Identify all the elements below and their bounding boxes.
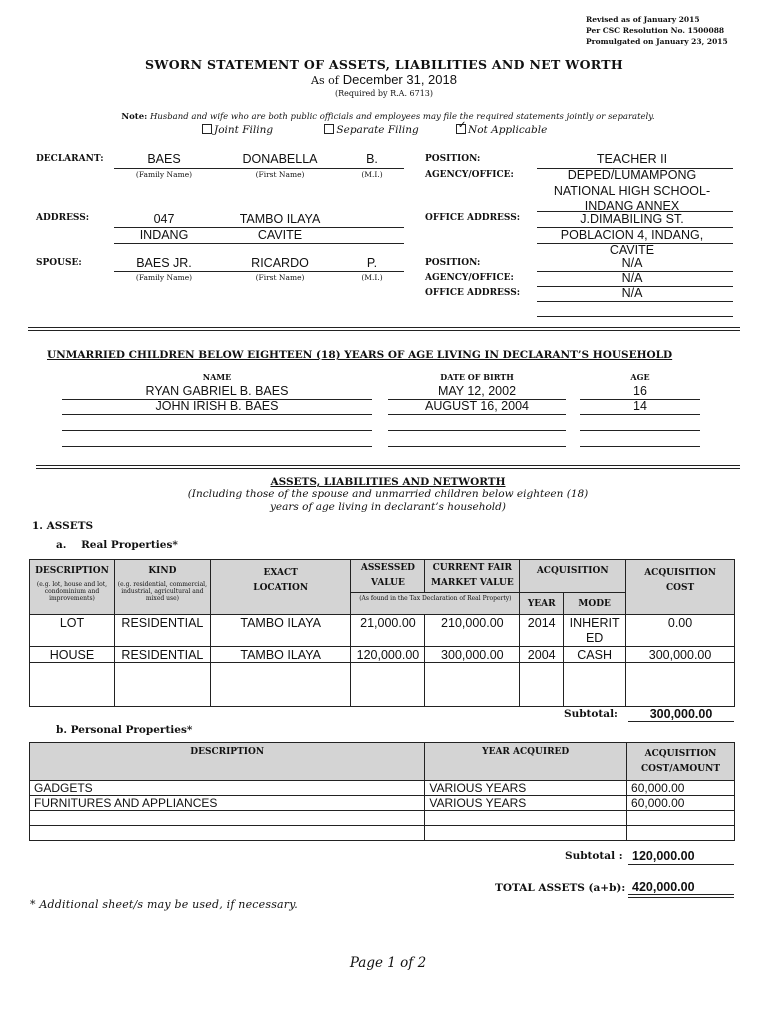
- office-address-label: OFFICE ADDRESS:: [425, 213, 521, 223]
- cell-assessed: 21,000.00: [351, 615, 425, 647]
- header-cost: [626, 560, 735, 615]
- as-of-line: [0, 72, 768, 87]
- spouse-mi-caption: (M.I.): [361, 273, 383, 282]
- spouse-first-caption: (First Name): [255, 273, 305, 282]
- family-name-caption: (Family Name): [135, 170, 193, 179]
- total-assets-label: TOTAL ASSETS (a+b):: [495, 882, 626, 894]
- promulgated-text: Promulgated on January 23, 2015: [586, 37, 728, 46]
- cell-description: HOUSE: [30, 647, 115, 663]
- child-age: 14: [633, 399, 647, 413]
- spouse-first-name: RICARDO: [251, 256, 309, 270]
- real-properties-heading: a. Real Properties*: [56, 539, 178, 551]
- spouse-agency: N/A: [621, 271, 643, 285]
- office-address-line-3: CAVITE: [609, 243, 655, 257]
- real-subtotal-label: Subtotal:: [564, 708, 618, 720]
- cell-cost: 300,000.00: [626, 647, 735, 663]
- declarant-label: DECLARANT:: [36, 154, 104, 164]
- header-kind-sub: (e.g. residential, commercial, industrial, agricultural and mixed use): [117, 581, 208, 602]
- header-description-text: DESCRIPTION: [35, 566, 109, 576]
- agency-label: AGENCY/OFFICE:: [425, 170, 514, 180]
- header-location-1: EXACT: [263, 568, 298, 578]
- address-town: INDANG: [139, 228, 189, 242]
- header-fair-1: CURRENT FAIR: [432, 563, 513, 573]
- personal-subtotal-value: 120,000.00: [632, 849, 695, 863]
- separate-filing-option[interactable]: [324, 124, 418, 136]
- cell-description: FURNITURES AND APPLIANCES: [30, 796, 425, 811]
- cell-kind: RESIDENTIAL: [114, 615, 210, 647]
- joint-filing-label: Joint Filing: [214, 124, 274, 136]
- header-found-text: (As found in the Tax Declaration of Real Property): [359, 595, 512, 602]
- checkbox-icon[interactable]: [324, 124, 334, 134]
- resolution-text: Per CSC Resolution No. 1500088: [586, 26, 725, 35]
- header-kind: [114, 560, 210, 615]
- cell-kind: RESIDENTIAL: [114, 647, 210, 663]
- header-acquisition: ACQUISITION: [520, 560, 626, 593]
- declarant-position: TEACHER II: [596, 152, 668, 166]
- note-line: [0, 112, 768, 122]
- assets-title: ASSETS, LIABILITIES AND NETWORTH: [270, 476, 506, 488]
- cell-location: TAMBO ILAYA: [210, 647, 351, 663]
- personal-properties-heading: b. Personal Properties*: [56, 724, 193, 736]
- children-col-name: NAME: [202, 372, 232, 382]
- header-description: [30, 560, 115, 615]
- cell-fair: 300,000.00: [425, 647, 520, 663]
- header-cost-2: COST/AMOUNT: [641, 764, 721, 774]
- real-subtotal-value: 300,000.00: [649, 707, 713, 721]
- mi-caption: (M.I.): [361, 170, 383, 179]
- personal-properties-table: [29, 742, 735, 841]
- spouse-position: N/A: [621, 256, 643, 270]
- children-col-age: AGE: [630, 372, 650, 382]
- cell-description: GADGETS: [30, 781, 425, 796]
- declarant-office-address: [537, 212, 727, 259]
- children-title: UNMARRIED CHILDREN BELOW EIGHTEEN (18) YEARS OF AGE LIVING IN DECLARANT’S HOUSEHOLD: [47, 349, 673, 361]
- child-age: 16: [633, 384, 647, 398]
- real-properties-table: [29, 559, 735, 707]
- first-name-caption: (First Name): [255, 170, 305, 179]
- cell-year: VARIOUS YEARS: [425, 796, 627, 811]
- assets-subtitle-1: (Including those of the spouse and unmarried children below eighteen (18): [187, 488, 589, 500]
- position-label: POSITION:: [425, 154, 481, 164]
- children-col-dob: DATE OF BIRTH: [440, 372, 514, 382]
- total-underline: [628, 894, 734, 898]
- cell-mode: INHERIT ED: [564, 615, 626, 647]
- header-assessed-1: ASSESSED: [360, 563, 415, 573]
- cell-location: TAMBO ILAYA: [210, 615, 351, 647]
- table-row: [30, 647, 735, 663]
- footnote: * Additional sheet/s may be used, if necessary.: [30, 898, 298, 911]
- table-row: [30, 615, 735, 647]
- address-street: TAMBO ILAYA: [239, 212, 321, 226]
- header-assessed-2: VALUE: [371, 578, 405, 588]
- child-dob: MAY 12, 2002: [437, 384, 517, 398]
- table-row: [30, 796, 735, 811]
- required-by: (Required by R.A. 6713): [334, 89, 434, 98]
- declarant-mi: B.: [366, 152, 378, 166]
- as-of-date: December 31, 2018: [342, 72, 457, 87]
- as-of-prefix: As of: [311, 74, 339, 87]
- address-number: 047: [153, 212, 175, 226]
- child-name: RYAN GABRIEL B. BAES: [145, 384, 289, 398]
- cell-year: VARIOUS YEARS: [425, 781, 627, 796]
- agency-line-2: NATIONAL HIGH SCHOOL-: [553, 183, 711, 198]
- header-assessed: [351, 560, 425, 593]
- assets-heading: 1. ASSETS: [32, 520, 94, 532]
- address-label: ADDRESS:: [36, 213, 90, 223]
- office-address-line-1: J.DIMABILING ST.: [580, 212, 684, 226]
- note-text: Husband and wife who are both public officials and employees may file the required statements jointly or separately.: [149, 112, 655, 122]
- spouse-mi: P.: [366, 256, 378, 270]
- spouse-office-address: N/A: [621, 286, 643, 300]
- not-applicable-option[interactable]: [456, 120, 548, 136]
- section-divider: [28, 327, 740, 331]
- table-row-empty: [30, 826, 735, 841]
- header-location-2: LOCATION: [253, 583, 309, 593]
- spouse-office-address-label: OFFICE ADDRESS:: [425, 288, 521, 298]
- header-kind-text: KIND: [148, 566, 177, 576]
- table-row-empty: [30, 811, 735, 826]
- document-title: SWORN STATEMENT OF ASSETS, LIABILITIES AND NET WORTH: [145, 57, 623, 72]
- assets-subtitle-2: years of age living in declarant’s household): [270, 501, 506, 513]
- filing-options: [202, 120, 548, 136]
- header-found: [351, 593, 520, 615]
- declarant-first-name: DONABELLA: [242, 152, 318, 166]
- note-label: Note:: [121, 112, 148, 122]
- spouse-family-name: BAES JR.: [136, 256, 192, 270]
- checkbox-icon[interactable]: [202, 124, 212, 134]
- total-assets-value: 420,000.00: [632, 880, 695, 894]
- page-number: Page 1 of 2: [349, 955, 427, 971]
- cell-mode: CASH: [564, 647, 626, 663]
- separate-filing-label: Separate Filing: [336, 124, 419, 136]
- not-applicable-label: Not Applicable: [468, 124, 548, 136]
- header-year-acquired: YEAR ACQUIRED: [425, 743, 627, 781]
- table-row: [30, 781, 735, 796]
- spouse-family-caption: (Family Name): [135, 273, 193, 282]
- header-cost: [627, 743, 735, 781]
- header-description: DESCRIPTION: [30, 743, 425, 781]
- revised-text: Revised as of January 2015: [586, 15, 700, 24]
- agency-line-3: INDANG ANNEX: [584, 199, 680, 213]
- child-name: JOHN IRISH B. BAES: [155, 399, 279, 413]
- header-cost-1: ACQUISITION: [644, 568, 716, 578]
- declarant-agency: [537, 168, 727, 215]
- cell-cost: 60,000.00: [627, 796, 735, 811]
- cell-cost: 60,000.00: [627, 781, 735, 796]
- cell-description: LOT: [30, 615, 115, 647]
- header-location: [210, 560, 351, 615]
- table-row-empty: [30, 663, 735, 707]
- cell-year: 2014: [520, 615, 564, 647]
- header-fair: [425, 560, 520, 593]
- header-year: YEAR: [520, 593, 564, 615]
- spouse-position-label: POSITION:: [425, 258, 481, 268]
- header-cost-2: COST: [665, 583, 695, 593]
- cell-fair: 210,000.00: [425, 615, 520, 647]
- declarant-family-name: BAES: [147, 152, 181, 166]
- check-mark-icon: ✓: [458, 120, 467, 131]
- cell-cost: 0.00: [626, 615, 735, 647]
- checkbox-checked-icon[interactable]: [456, 120, 467, 134]
- header-description-sub: (e.g. lot, house and lot, condominium and improvements): [36, 581, 108, 602]
- personal-subtotal-label: Subtotal :: [565, 850, 623, 862]
- spouse-agency-label: AGENCY/OFFICE:: [425, 273, 514, 283]
- header-mode: MODE: [564, 593, 626, 615]
- child-dob: AUGUST 16, 2004: [425, 399, 529, 413]
- agency-line-1: DEPED/LUMAMPONG: [567, 168, 697, 182]
- header-cost-1: ACQUISITION: [644, 749, 717, 759]
- header-fair-2: MARKET VALUE: [430, 578, 514, 588]
- address-province: CAVITE: [257, 228, 303, 242]
- section-divider: [36, 465, 740, 469]
- revision-info: [586, 14, 728, 47]
- spouse-label: SPOUSE:: [36, 258, 82, 268]
- cell-year: 2004: [520, 647, 564, 663]
- office-address-line-2: POBLACION 4, INDANG,: [560, 227, 704, 242]
- cell-assessed: 120,000.00: [351, 647, 425, 663]
- joint-filing-option[interactable]: [202, 124, 273, 136]
